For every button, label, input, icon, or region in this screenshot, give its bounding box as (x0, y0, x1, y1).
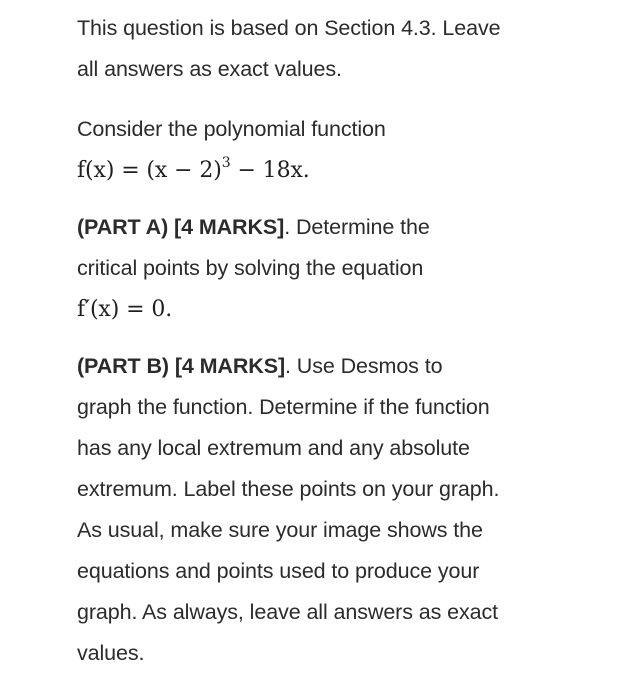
part-b-first-line (77, 346, 607, 387)
consider-text: Consider the polynomial function (77, 117, 386, 141)
part-b-line: extremum. Label these points on your graph. (77, 477, 500, 501)
spacer (77, 90, 607, 109)
part-b-line: As usual, make sure your image shows the (77, 518, 483, 542)
part-b-line: equations and points used to produce your (77, 559, 480, 583)
question-content (77, 8, 607, 674)
intro-line-2: all answers as exact values. (77, 57, 342, 81)
spacer (77, 191, 607, 207)
part-b-heading: (PART B) [4 MARKS] (77, 354, 286, 378)
part-b-line: graph. As always, leave all answers as exact (77, 600, 499, 624)
part-b-line: graph the function. Determine if the function (77, 395, 490, 419)
part-a-heading: (PART A) [4 MARKS] (77, 215, 285, 239)
part-a-line-2: critical points by solving the equation (77, 256, 424, 280)
function-equation-exponent: 3 (221, 154, 231, 171)
part-a-text-inline: . Determine the (284, 215, 430, 239)
spacer (77, 330, 607, 346)
part-b-line: has any local extremum and any absolute (77, 436, 470, 460)
function-equation-lhs: f(x) = (x − 2) (77, 158, 222, 183)
intro-line-1: This question is based on Section 4.3. Leave (77, 16, 501, 40)
derivative-equation: f′(x) = 0. (77, 297, 173, 322)
part-a-first-line (77, 207, 607, 248)
function-equation-rhs: − 18x. (230, 158, 310, 183)
part-b-text-inline: . Use Desmos to (285, 354, 443, 378)
part-b-line: values. (77, 641, 145, 665)
function-equation (77, 150, 607, 191)
